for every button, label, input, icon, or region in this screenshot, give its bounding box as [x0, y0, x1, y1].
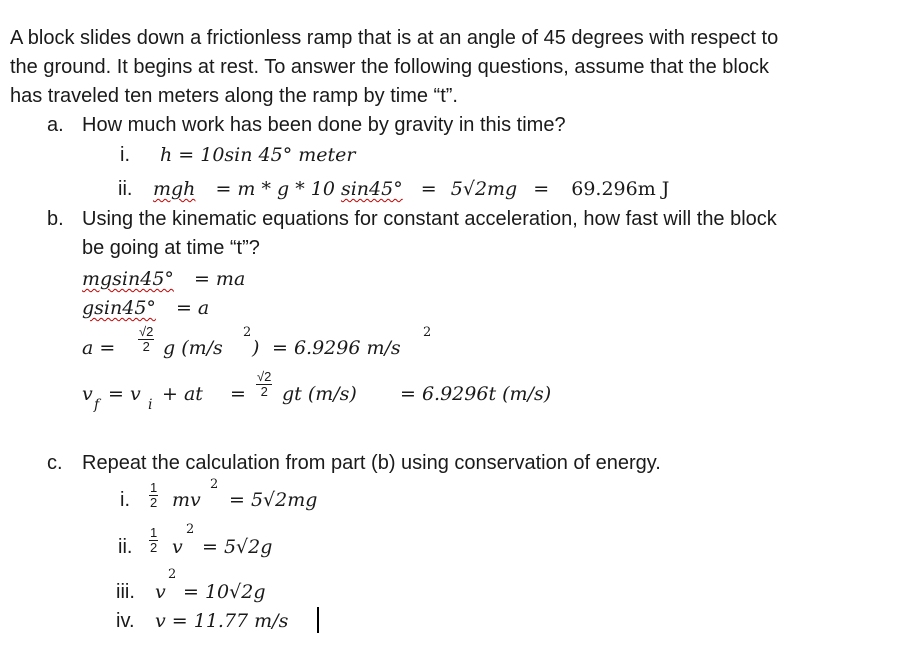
part-c-item-ii-fraction-den: 2	[150, 540, 158, 555]
part-c-item-ii-body: v	[172, 536, 183, 558]
equation-4-equals: =	[230, 383, 246, 405]
equation-3-fraction-num: √2	[139, 324, 154, 339]
sin45-term: sin45°	[340, 178, 403, 200]
part-c-item-ii-fraction	[149, 526, 158, 555]
part-a-item-i-math: h = 10sin 45° meter	[160, 144, 356, 166]
part-c-item-i-fraction-den: 2	[150, 495, 158, 510]
equation-4-at: + at	[162, 383, 203, 405]
equation-2	[82, 296, 209, 320]
equation-4-gt: gt (m/s)	[282, 383, 357, 405]
work-value: 69.296m J	[571, 178, 670, 200]
equation-4-result: = 6.9296t (m/s)	[400, 383, 552, 405]
equation-4-fraction-num: √2	[257, 369, 272, 384]
equation-4-sub-i: i	[148, 397, 153, 413]
equation-3-result: = 6.9296 m/s	[272, 337, 401, 359]
equation-1	[82, 267, 245, 291]
equation-3-fraction	[138, 325, 154, 354]
result-expression: 5√2mg	[450, 178, 518, 200]
equals-sign-2: =	[533, 178, 550, 200]
part-c-item-i-exponent: 2	[210, 477, 219, 492]
equation-3-close: )	[252, 337, 260, 359]
part-a-item-ii-math	[153, 177, 669, 201]
part-c-marker: c.	[47, 452, 63, 474]
equation-4-fraction	[256, 370, 272, 399]
equals-sign: =	[420, 178, 437, 200]
equation-1-lhs: mgsin45°	[82, 268, 174, 290]
equation-4-middle: = v	[108, 383, 141, 405]
part-c-item-i-fraction-num: 1	[150, 480, 158, 495]
part-c-item-i-rest: = 5√2mg	[229, 489, 318, 511]
part-c-item-ii-exponent: 2	[186, 522, 195, 537]
part-a-item-ii-marker: ii.	[118, 178, 133, 200]
part-c-item-i-marker: i.	[120, 489, 130, 511]
problem-line-2: the ground. It begins at rest. To answer the following questions, assume that the block	[10, 56, 769, 78]
equation-2-rhs: = a	[175, 297, 210, 319]
equation-4-fraction-den: 2	[260, 384, 268, 399]
part-c-item-i-body: mv	[172, 489, 201, 511]
mgh-term: mgh	[153, 178, 196, 200]
equation-3-a: a =	[82, 337, 116, 359]
part-c-item-i-fraction	[149, 481, 158, 510]
equation-1-rhs: = ma	[193, 268, 246, 290]
equation-3-middle: g (m/s	[163, 337, 223, 359]
part-c-item-iii-exponent: 2	[168, 567, 177, 582]
equation-3-exponent-2: 2	[423, 325, 432, 340]
part-b-marker: b.	[47, 208, 64, 230]
part-b-question-line-1: Using the kinematic equations for constant acceleration, how fast will the block	[82, 208, 777, 230]
part-c-item-iii-marker: iii.	[116, 581, 135, 603]
part-c-item-ii-rest: = 5√2g	[202, 536, 273, 558]
part-a-question: How much work has been done by gravity in this time?	[82, 114, 566, 136]
text-cursor[interactable]	[317, 607, 319, 633]
mgh-product: = m * g * 10	[215, 178, 341, 200]
equation-4-v: v	[82, 383, 93, 405]
equation-3-fraction-den: 2	[142, 339, 150, 354]
part-c-item-iv-marker: iv.	[116, 610, 135, 632]
part-c-item-iii-body: v	[155, 581, 166, 603]
problem-line-1: A block slides down a frictionless ramp that is at an angle of 45 degrees with respect to	[10, 27, 779, 49]
part-c-question: Repeat the calculation from part (b) using conservation of energy.	[82, 452, 661, 474]
part-c-item-iii-rest: = 10√2g	[183, 581, 266, 603]
equation-2-lhs: gsin45°	[82, 297, 156, 319]
part-c-item-iv-rest: v = 11.77 m/s	[155, 610, 289, 632]
part-b-question-line-2: be going at time “t”?	[82, 237, 260, 259]
equation-3-exponent: 2	[243, 325, 252, 340]
problem-line-3: has traveled ten meters along the ramp by time “t”.	[10, 85, 458, 107]
part-c-item-ii-marker: ii.	[118, 536, 133, 558]
part-c-item-ii-fraction-num: 1	[150, 525, 158, 540]
part-a-item-i-marker: i.	[120, 144, 130, 166]
equation-4-sub-f: f	[94, 397, 100, 413]
part-a-marker: a.	[47, 114, 64, 136]
